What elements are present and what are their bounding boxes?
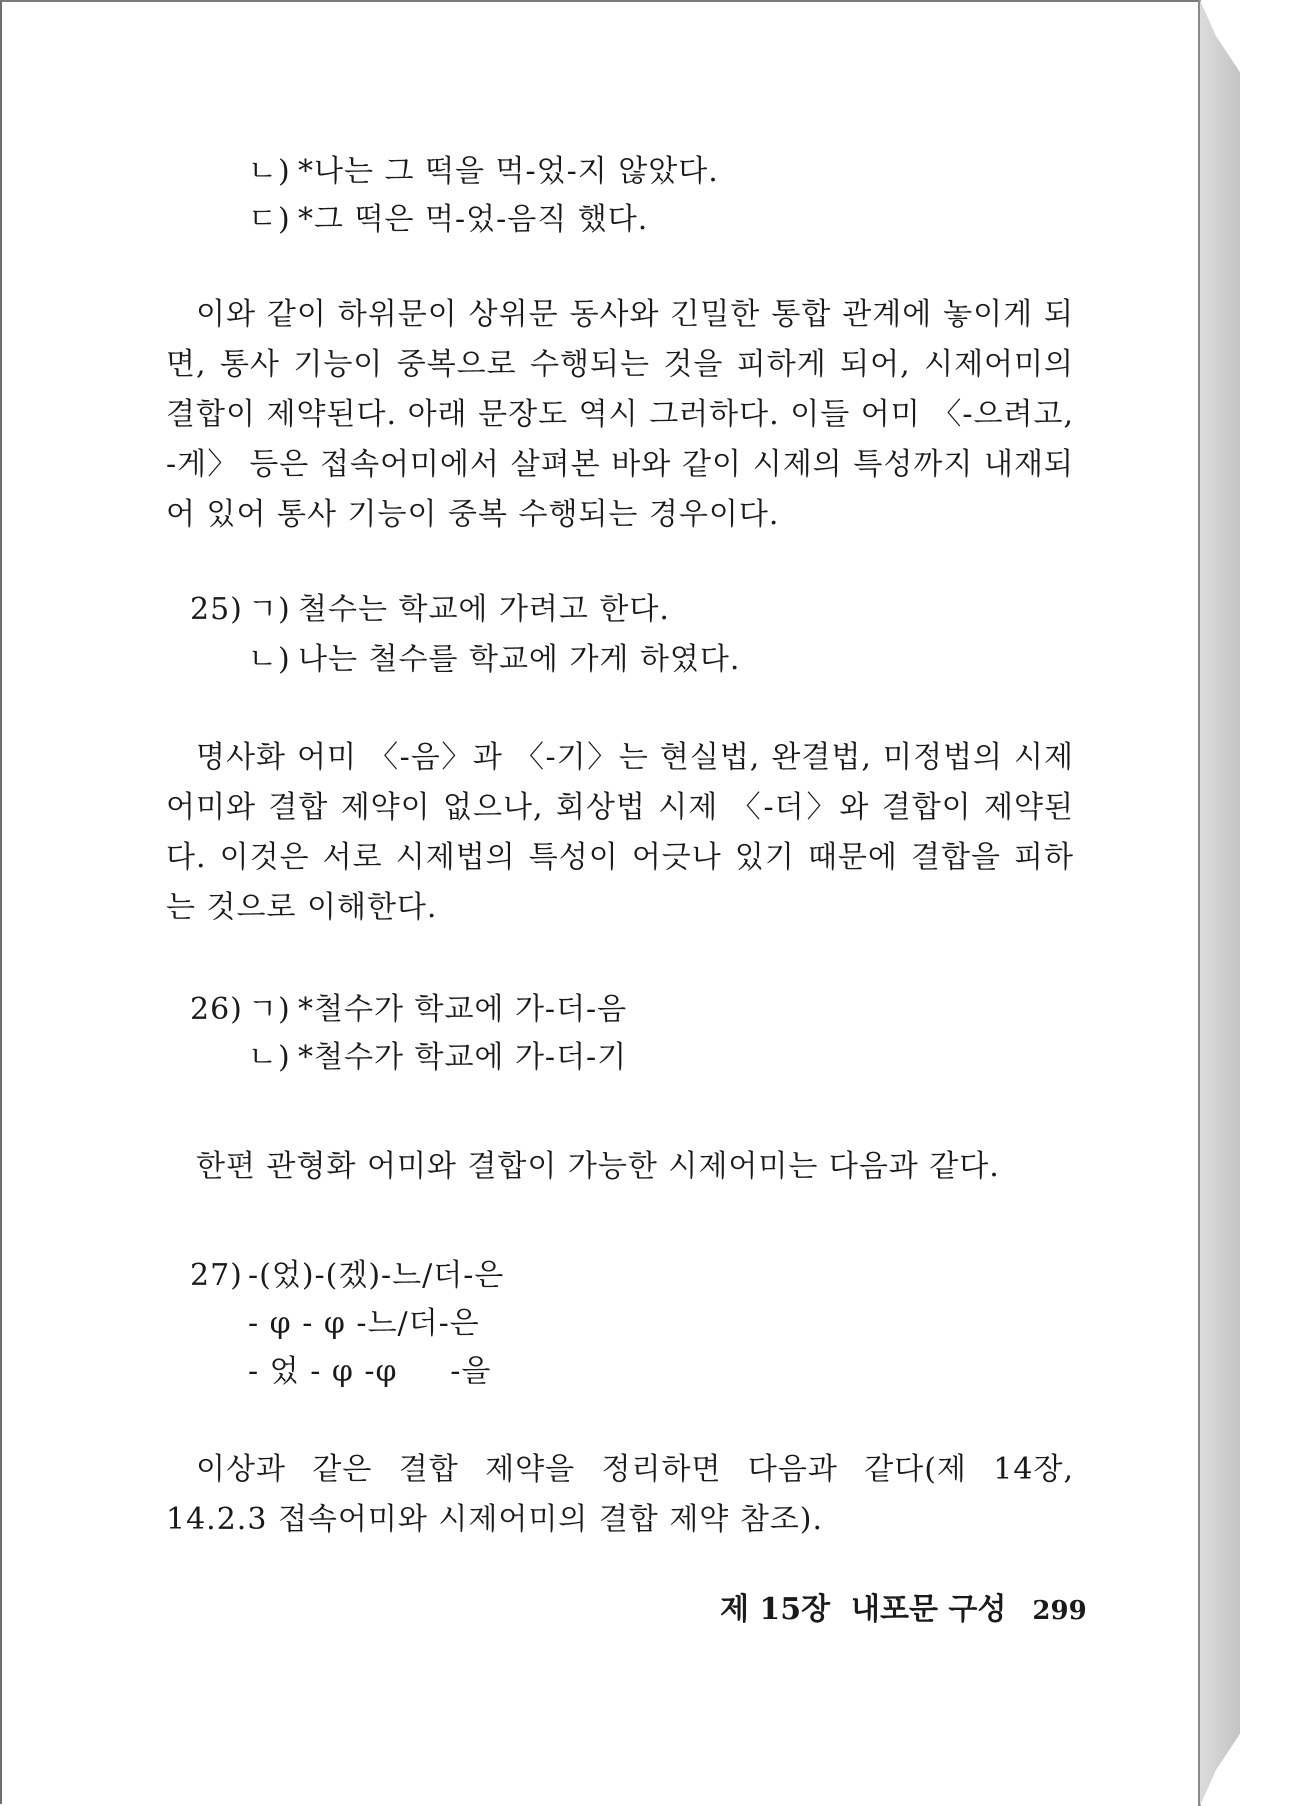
example-tag: ㄱ) xyxy=(248,992,291,1027)
example-tag: ㄴ) xyxy=(248,1040,291,1075)
example-line xyxy=(248,152,719,192)
page-number: 299 xyxy=(1032,1596,1087,1626)
example-text: *그 떡은 먹-었-음직 했다. xyxy=(298,202,649,237)
example-line xyxy=(190,1256,504,1296)
example-text: - 었 - φ -φ -을 xyxy=(248,1354,492,1389)
example-text: *철수가 학교에 가-더-기 xyxy=(298,1040,628,1075)
example-line xyxy=(248,640,740,680)
book-edge xyxy=(1200,0,1240,1806)
example-tag: ㄱ) xyxy=(248,592,291,627)
body-paragraph xyxy=(166,290,1074,540)
example-text: *철수가 학교에 가-더-음 xyxy=(298,992,628,1027)
example-line xyxy=(190,990,627,1030)
example-line xyxy=(248,1304,480,1344)
body-paragraph xyxy=(166,1142,1074,1192)
example-line xyxy=(190,590,670,630)
example-text: *나는 그 떡을 먹-었-지 않았다. xyxy=(298,154,719,189)
example-text: 나는 철수를 학교에 가게 하였다. xyxy=(298,642,741,677)
example-number: 26) xyxy=(190,992,243,1027)
body-paragraph xyxy=(166,1445,1074,1545)
example-number: 27) xyxy=(190,1258,243,1293)
example-text: 철수는 학교에 가려고 한다. xyxy=(298,592,670,627)
paragraph-text: 한편 관형화 어미와 결합이 가능한 시제어미는 다음과 같다. xyxy=(196,1149,1000,1184)
paragraph-text: 명사화 어미 〈-음〉과 〈-기〉는 현실법, 완결법, 미정법의 시제어미와 결합 제약이 없으나, 회상법 시제 〈-더〉와 결합이 제약된다. 이것은 서로 시제법의 특성이 어긋나 있기 때문에 결합을 피하는 것으로 이해한다. xyxy=(166,740,1074,925)
chapter-title: 제 15장 내포문 구성 xyxy=(720,1592,1007,1627)
body-paragraph xyxy=(166,733,1074,933)
paragraph-text: 이와 같이 하위문이 상위문 동사와 긴밀한 통합 관계에 놓이게 되면, 통사 기능이 중복으로 수행되는 것을 피하게 되어, 시제어미의 결합이 제약된다. 아래 문장도 역시 그러하다. 이들 어미 〈-으려고, -게〉 등은 접속어미에서 살펴본 바와 같이 시제의 특성까지 내재되어 있어 통사 기능이 중복 수행되는 경우이다. xyxy=(166,297,1074,532)
example-line xyxy=(248,1038,627,1078)
example-text: - φ - φ -느/더-은 xyxy=(248,1306,480,1341)
example-line xyxy=(248,200,648,240)
example-number: 25) xyxy=(190,592,243,627)
page-footer xyxy=(720,1590,1087,1631)
example-tag: ㄴ) xyxy=(248,154,291,189)
example-tag: ㄴ) xyxy=(248,642,291,677)
paragraph-text: 이상과 같은 결합 제약을 정리하면 다음과 같다(제 14장, 14.2.3 접속어미와 시제어미의 결합 제약 참조). xyxy=(166,1452,1074,1537)
example-text: -(었)-(겠)-느/더-은 xyxy=(248,1258,505,1293)
example-line xyxy=(248,1352,491,1392)
example-tag: ㄷ) xyxy=(248,202,291,237)
